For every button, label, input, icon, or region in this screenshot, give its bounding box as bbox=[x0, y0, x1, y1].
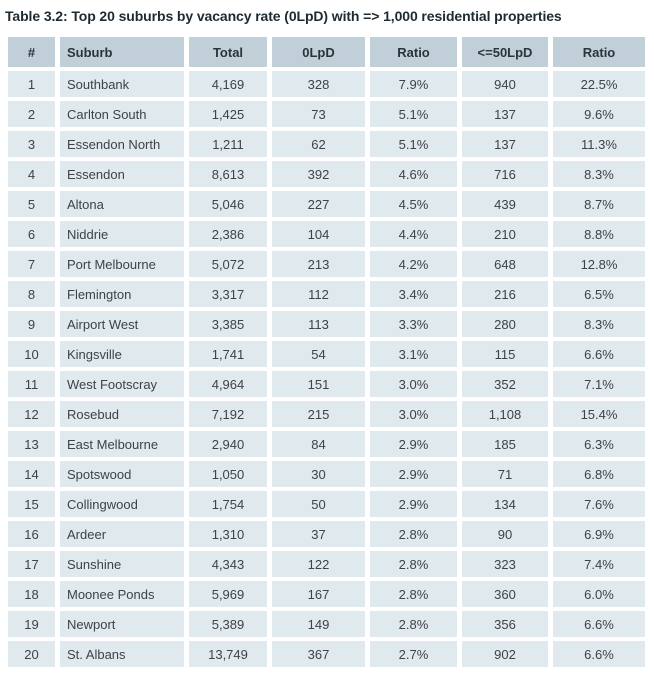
cell-rank: 3 bbox=[8, 131, 55, 157]
cell-ratio-zero-lpd: 2.9% bbox=[370, 461, 457, 487]
cell-rank: 10 bbox=[8, 341, 55, 367]
cell-zero-lpd: 112 bbox=[272, 281, 365, 307]
cell-total: 4,169 bbox=[189, 71, 267, 97]
table-row bbox=[8, 221, 645, 247]
column-header-total: Total bbox=[189, 37, 267, 67]
cell-ratio-zero-lpd: 4.2% bbox=[370, 251, 457, 277]
cell-suburb: Ardeer bbox=[60, 521, 184, 547]
cell-total: 2,940 bbox=[189, 431, 267, 457]
cell-rank: 13 bbox=[8, 431, 55, 457]
table-row bbox=[8, 341, 645, 367]
cell-ratio-le50-lpd: 6.6% bbox=[553, 341, 645, 367]
cell-zero-lpd: 62 bbox=[272, 131, 365, 157]
cell-suburb: Newport bbox=[60, 611, 184, 637]
cell-total: 1,425 bbox=[189, 101, 267, 127]
cell-suburb: Airport West bbox=[60, 311, 184, 337]
cell-total: 13,749 bbox=[189, 641, 267, 667]
cell-ratio-zero-lpd: 3.0% bbox=[370, 371, 457, 397]
cell-ratio-zero-lpd: 2.8% bbox=[370, 581, 457, 607]
cell-suburb: Carlton South bbox=[60, 101, 184, 127]
cell-ratio-zero-lpd: 2.8% bbox=[370, 611, 457, 637]
cell-suburb: Altona bbox=[60, 191, 184, 217]
table-row bbox=[8, 131, 645, 157]
cell-suburb: Collingwood bbox=[60, 491, 184, 517]
table-row bbox=[8, 101, 645, 127]
cell-ratio-le50-lpd: 8.3% bbox=[553, 161, 645, 187]
cell-rank: 4 bbox=[8, 161, 55, 187]
cell-total: 4,964 bbox=[189, 371, 267, 397]
cell-total: 1,754 bbox=[189, 491, 267, 517]
cell-le50-lpd: 1,108 bbox=[462, 401, 548, 427]
cell-suburb: Niddrie bbox=[60, 221, 184, 247]
cell-zero-lpd: 328 bbox=[272, 71, 365, 97]
cell-le50-lpd: 902 bbox=[462, 641, 548, 667]
table-row bbox=[8, 581, 645, 607]
cell-total: 5,969 bbox=[189, 581, 267, 607]
cell-suburb: Spotswood bbox=[60, 461, 184, 487]
cell-total: 1,050 bbox=[189, 461, 267, 487]
cell-suburb: Flemington bbox=[60, 281, 184, 307]
cell-le50-lpd: 115 bbox=[462, 341, 548, 367]
cell-rank: 15 bbox=[8, 491, 55, 517]
cell-suburb: Port Melbourne bbox=[60, 251, 184, 277]
cell-le50-lpd: 210 bbox=[462, 221, 548, 247]
cell-ratio-le50-lpd: 6.6% bbox=[553, 611, 645, 637]
cell-total: 5,046 bbox=[189, 191, 267, 217]
cell-zero-lpd: 50 bbox=[272, 491, 365, 517]
cell-total: 1,310 bbox=[189, 521, 267, 547]
cell-ratio-zero-lpd: 4.6% bbox=[370, 161, 457, 187]
cell-rank: 5 bbox=[8, 191, 55, 217]
cell-ratio-zero-lpd: 3.3% bbox=[370, 311, 457, 337]
cell-zero-lpd: 54 bbox=[272, 341, 365, 367]
table-row bbox=[8, 281, 645, 307]
cell-total: 3,317 bbox=[189, 281, 267, 307]
table-row bbox=[8, 401, 645, 427]
cell-zero-lpd: 122 bbox=[272, 551, 365, 577]
cell-suburb: Moonee Ponds bbox=[60, 581, 184, 607]
table-row bbox=[8, 371, 645, 397]
cell-rank: 1 bbox=[8, 71, 55, 97]
cell-rank: 8 bbox=[8, 281, 55, 307]
cell-zero-lpd: 392 bbox=[272, 161, 365, 187]
cell-suburb: Essendon bbox=[60, 161, 184, 187]
cell-ratio-le50-lpd: 11.3% bbox=[553, 131, 645, 157]
column-header-zero-lpd: 0LpD bbox=[272, 37, 365, 67]
cell-ratio-zero-lpd: 5.1% bbox=[370, 131, 457, 157]
cell-total: 7,192 bbox=[189, 401, 267, 427]
cell-total: 3,385 bbox=[189, 311, 267, 337]
cell-ratio-zero-lpd: 7.9% bbox=[370, 71, 457, 97]
cell-ratio-le50-lpd: 8.3% bbox=[553, 311, 645, 337]
cell-rank: 18 bbox=[8, 581, 55, 607]
cell-suburb: Kingsville bbox=[60, 341, 184, 367]
cell-ratio-zero-lpd: 4.4% bbox=[370, 221, 457, 247]
table-row bbox=[8, 431, 645, 457]
cell-total: 5,389 bbox=[189, 611, 267, 637]
column-header-ratio-zero-lpd: Ratio bbox=[370, 37, 457, 67]
cell-le50-lpd: 352 bbox=[462, 371, 548, 397]
cell-ratio-zero-lpd: 4.5% bbox=[370, 191, 457, 217]
column-header-ratio-le50-lpd: Ratio bbox=[553, 37, 645, 67]
table-row bbox=[8, 611, 645, 637]
cell-ratio-zero-lpd: 2.9% bbox=[370, 431, 457, 457]
cell-ratio-zero-lpd: 2.8% bbox=[370, 551, 457, 577]
cell-zero-lpd: 227 bbox=[272, 191, 365, 217]
column-header-le50-lpd: <=50LpD bbox=[462, 37, 548, 67]
cell-le50-lpd: 137 bbox=[462, 101, 548, 127]
cell-ratio-le50-lpd: 6.9% bbox=[553, 521, 645, 547]
header-row bbox=[8, 37, 645, 67]
cell-total: 4,343 bbox=[189, 551, 267, 577]
cell-ratio-zero-lpd: 2.7% bbox=[370, 641, 457, 667]
cell-suburb: Essendon North bbox=[60, 131, 184, 157]
cell-rank: 7 bbox=[8, 251, 55, 277]
column-header-rank: # bbox=[8, 37, 55, 67]
cell-zero-lpd: 84 bbox=[272, 431, 365, 457]
cell-le50-lpd: 439 bbox=[462, 191, 548, 217]
cell-le50-lpd: 356 bbox=[462, 611, 548, 637]
cell-ratio-le50-lpd: 22.5% bbox=[553, 71, 645, 97]
cell-rank: 2 bbox=[8, 101, 55, 127]
cell-ratio-zero-lpd: 2.9% bbox=[370, 491, 457, 517]
cell-ratio-zero-lpd: 3.1% bbox=[370, 341, 457, 367]
cell-zero-lpd: 149 bbox=[272, 611, 365, 637]
table-row bbox=[8, 491, 645, 517]
cell-ratio-le50-lpd: 8.7% bbox=[553, 191, 645, 217]
cell-le50-lpd: 216 bbox=[462, 281, 548, 307]
cell-rank: 9 bbox=[8, 311, 55, 337]
cell-ratio-zero-lpd: 2.8% bbox=[370, 521, 457, 547]
cell-ratio-le50-lpd: 7.1% bbox=[553, 371, 645, 397]
cell-ratio-le50-lpd: 6.0% bbox=[553, 581, 645, 607]
cell-le50-lpd: 648 bbox=[462, 251, 548, 277]
cell-total: 1,211 bbox=[189, 131, 267, 157]
cell-total: 1,741 bbox=[189, 341, 267, 367]
cell-ratio-le50-lpd: 8.8% bbox=[553, 221, 645, 247]
cell-ratio-le50-lpd: 6.6% bbox=[553, 641, 645, 667]
table-row bbox=[8, 251, 645, 277]
cell-suburb: Rosebud bbox=[60, 401, 184, 427]
cell-zero-lpd: 213 bbox=[272, 251, 365, 277]
cell-zero-lpd: 104 bbox=[272, 221, 365, 247]
cell-zero-lpd: 30 bbox=[272, 461, 365, 487]
table-row bbox=[8, 521, 645, 547]
cell-le50-lpd: 134 bbox=[462, 491, 548, 517]
cell-ratio-le50-lpd: 12.8% bbox=[553, 251, 645, 277]
cell-rank: 11 bbox=[8, 371, 55, 397]
cell-le50-lpd: 280 bbox=[462, 311, 548, 337]
cell-rank: 14 bbox=[8, 461, 55, 487]
cell-le50-lpd: 90 bbox=[462, 521, 548, 547]
cell-le50-lpd: 185 bbox=[462, 431, 548, 457]
cell-zero-lpd: 151 bbox=[272, 371, 365, 397]
cell-suburb: West Footscray bbox=[60, 371, 184, 397]
cell-zero-lpd: 167 bbox=[272, 581, 365, 607]
cell-rank: 19 bbox=[8, 611, 55, 637]
column-header-suburb: Suburb bbox=[60, 37, 184, 67]
cell-le50-lpd: 137 bbox=[462, 131, 548, 157]
cell-total: 2,386 bbox=[189, 221, 267, 247]
table-row bbox=[8, 71, 645, 97]
cell-le50-lpd: 940 bbox=[462, 71, 548, 97]
cell-rank: 12 bbox=[8, 401, 55, 427]
cell-ratio-le50-lpd: 9.6% bbox=[553, 101, 645, 127]
cell-ratio-le50-lpd: 7.4% bbox=[553, 551, 645, 577]
cell-zero-lpd: 37 bbox=[272, 521, 365, 547]
cell-rank: 20 bbox=[8, 641, 55, 667]
table-row bbox=[8, 191, 645, 217]
table-title: Table 3.2: Top 20 suburbs by vacancy rate (0LpD) with => 1,000 residential properties bbox=[5, 8, 562, 24]
cell-le50-lpd: 71 bbox=[462, 461, 548, 487]
cell-ratio-zero-lpd: 3.0% bbox=[370, 401, 457, 427]
cell-zero-lpd: 215 bbox=[272, 401, 365, 427]
cell-rank: 6 bbox=[8, 221, 55, 247]
cell-le50-lpd: 360 bbox=[462, 581, 548, 607]
cell-zero-lpd: 73 bbox=[272, 101, 365, 127]
cell-ratio-le50-lpd: 15.4% bbox=[553, 401, 645, 427]
table-row bbox=[8, 641, 645, 667]
table-row bbox=[8, 311, 645, 337]
cell-zero-lpd: 113 bbox=[272, 311, 365, 337]
cell-ratio-zero-lpd: 3.4% bbox=[370, 281, 457, 307]
cell-suburb: Southbank bbox=[60, 71, 184, 97]
cell-suburb: St. Albans bbox=[60, 641, 184, 667]
cell-total: 8,613 bbox=[189, 161, 267, 187]
cell-ratio-le50-lpd: 6.8% bbox=[553, 461, 645, 487]
cell-ratio-le50-lpd: 6.5% bbox=[553, 281, 645, 307]
cell-rank: 16 bbox=[8, 521, 55, 547]
cell-rank: 17 bbox=[8, 551, 55, 577]
cell-zero-lpd: 367 bbox=[272, 641, 365, 667]
cell-le50-lpd: 716 bbox=[462, 161, 548, 187]
table-row bbox=[8, 161, 645, 187]
table-row bbox=[8, 551, 645, 577]
vacancy-table bbox=[3, 33, 650, 671]
cell-suburb: Sunshine bbox=[60, 551, 184, 577]
cell-total: 5,072 bbox=[189, 251, 267, 277]
cell-ratio-le50-lpd: 6.3% bbox=[553, 431, 645, 457]
cell-suburb: East Melbourne bbox=[60, 431, 184, 457]
table-row bbox=[8, 461, 645, 487]
cell-ratio-le50-lpd: 7.6% bbox=[553, 491, 645, 517]
cell-ratio-zero-lpd: 5.1% bbox=[370, 101, 457, 127]
cell-le50-lpd: 323 bbox=[462, 551, 548, 577]
